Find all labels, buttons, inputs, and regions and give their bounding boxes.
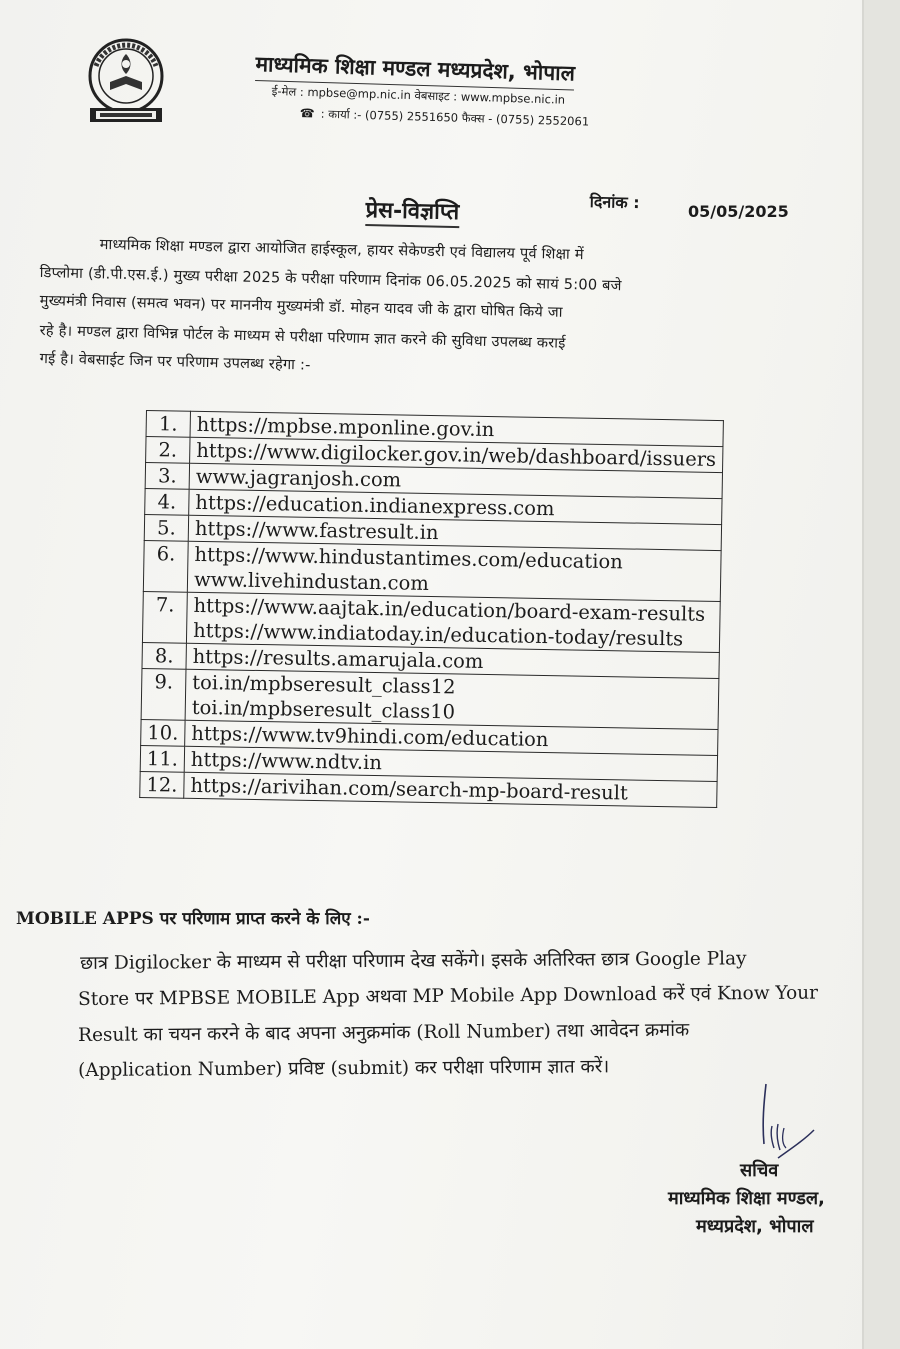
website-url: https://www.aajtak.in/education/board-exam-results <box>193 593 706 626</box>
row-number: 4. <box>145 488 189 515</box>
website-url: https://results.amarujala.com <box>192 644 484 673</box>
website-url: www.livehindustan.com <box>193 567 429 595</box>
mobile-apps-line: (Application Number) प्रविष्ट (submit) कर परीक्षा परिणाम ज्ञात करें। <box>78 1056 610 1081</box>
paragraph-line: गई है। वेबसाईट जिन पर परिणाम उपलब्ध रहेगा :- <box>39 349 311 374</box>
row-number: 10. <box>141 719 185 746</box>
website-cell <box>187 541 721 601</box>
press-release-title: प्रेस-विज्ञप्ति <box>365 194 459 228</box>
website-url: toi.in/mpbseresult_class10 <box>191 695 456 724</box>
phone-fax-line <box>300 106 590 130</box>
handwritten-signature-icon <box>748 1082 828 1162</box>
signatory-designation: सचिव <box>740 1160 779 1181</box>
date-label: दिनांक : <box>589 191 640 213</box>
row-number: 8. <box>142 642 186 669</box>
table-row <box>142 591 720 652</box>
website-url: https://mpbse.mponline.gov.in <box>196 412 495 442</box>
result-websites-table <box>139 410 724 808</box>
table-row <box>143 540 721 601</box>
website-url: https://www.hindustantimes.com/education <box>194 542 623 574</box>
website-url: toi.in/mpbseresult_class12 <box>192 670 456 699</box>
mobile-apps-line: Store पर MPBSE MOBILE App अथवा MP Mobile App Download करें एवं Know Your <box>78 982 819 1010</box>
table-row <box>141 668 719 729</box>
row-number: 5. <box>144 514 188 541</box>
website-url: www.jagranjosh.com <box>195 464 402 492</box>
website-url: https://www.fastresult.in <box>194 516 439 545</box>
website-cell <box>185 669 719 729</box>
mobile-apps-line: Result का चयन करने के बाद अपना अनुक्रमांक (Roll Number) तथा आवेदन क्रमांक <box>78 1019 690 1046</box>
row-number: 11. <box>140 745 184 772</box>
row-number: 3. <box>145 463 189 490</box>
website-url: https://www.digilocker.gov.in/web/dashboard/issuers <box>196 438 717 471</box>
phone-fax-text: : कार्या :- (0755) 2551650 फैक्स - (0755) 2552061 <box>320 106 590 129</box>
website-cell <box>186 592 720 652</box>
email-website-line: ई-मेल : mpbse@mp.nic.in वेबसाइट : www.mpbse.nic.in <box>271 84 566 107</box>
mobile-apps-line: छात्र Digilocker के माध्यम से परीक्षा परिणाम देख सकेंगे। इसके अतिरिक्त छात्र Google Play <box>80 948 747 974</box>
website-url: https://education.indianexpress.com <box>195 490 555 521</box>
paragraph-line: रहे है। मण्डल द्वारा विभिन्न पोर्टल के माध्यम से परीक्षा परिणाम ज्ञात करने की सुविधा उपलब्ध कराई <box>39 321 566 352</box>
website-url: https://arivihan.com/search-mp-board-result <box>190 773 629 805</box>
board-name-heading: माध्यमिक शिक्षा मण्डल मध्यप्रदेश, भोपाल <box>255 50 575 90</box>
date-value: 05/05/2025 <box>688 202 789 221</box>
website-url: https://www.ndtv.in <box>190 747 383 775</box>
mobile-apps-heading: MOBILE APPS पर परिणाम प्राप्त करने के लिए :- <box>16 909 370 929</box>
page-edge-shadow <box>864 0 900 1349</box>
paragraph-line: मुख्यमंत्री निवास (समत्व भवन) पर माननीय मुख्यमंत्री डॉ. मोहन यादव जी के द्वारा घोषित किये जा <box>39 291 563 321</box>
website-url: https://www.tv9hindi.com/education <box>191 721 549 752</box>
website-url: https://www.indiatoday.in/education-today/results <box>192 618 684 651</box>
row-number: 6. <box>143 540 188 592</box>
row-number: 7. <box>142 591 187 643</box>
mp-board-seal-icon <box>80 36 172 126</box>
paper-fold <box>862 0 864 1349</box>
row-number: 1. <box>146 411 190 438</box>
paragraph-line: डिप्लोमा (डी.पी.एस.ई.) मुख्य परीक्षा 2025 के परीक्षा परिणाम दिनांक 06.05.2025 को सायं 5:00 बजे <box>39 263 622 295</box>
paragraph-line: माध्यमिक शिक्षा मण्डल द्वारा आयोजित हाईस्कूल, हायर सेकेण्डरी एवं विद्यालय पूर्व शिक्षा में <box>99 235 584 264</box>
signatory-office-line1: माध्यमिक शिक्षा मण्डल, <box>668 1188 825 1209</box>
row-number: 12. <box>140 771 184 798</box>
row-number: 2. <box>146 437 190 464</box>
telephone-icon: ☎ <box>299 106 315 121</box>
row-number: 9. <box>141 668 186 720</box>
signatory-office-line2: मध्यप्रदेश, भोपाल <box>696 1216 814 1237</box>
